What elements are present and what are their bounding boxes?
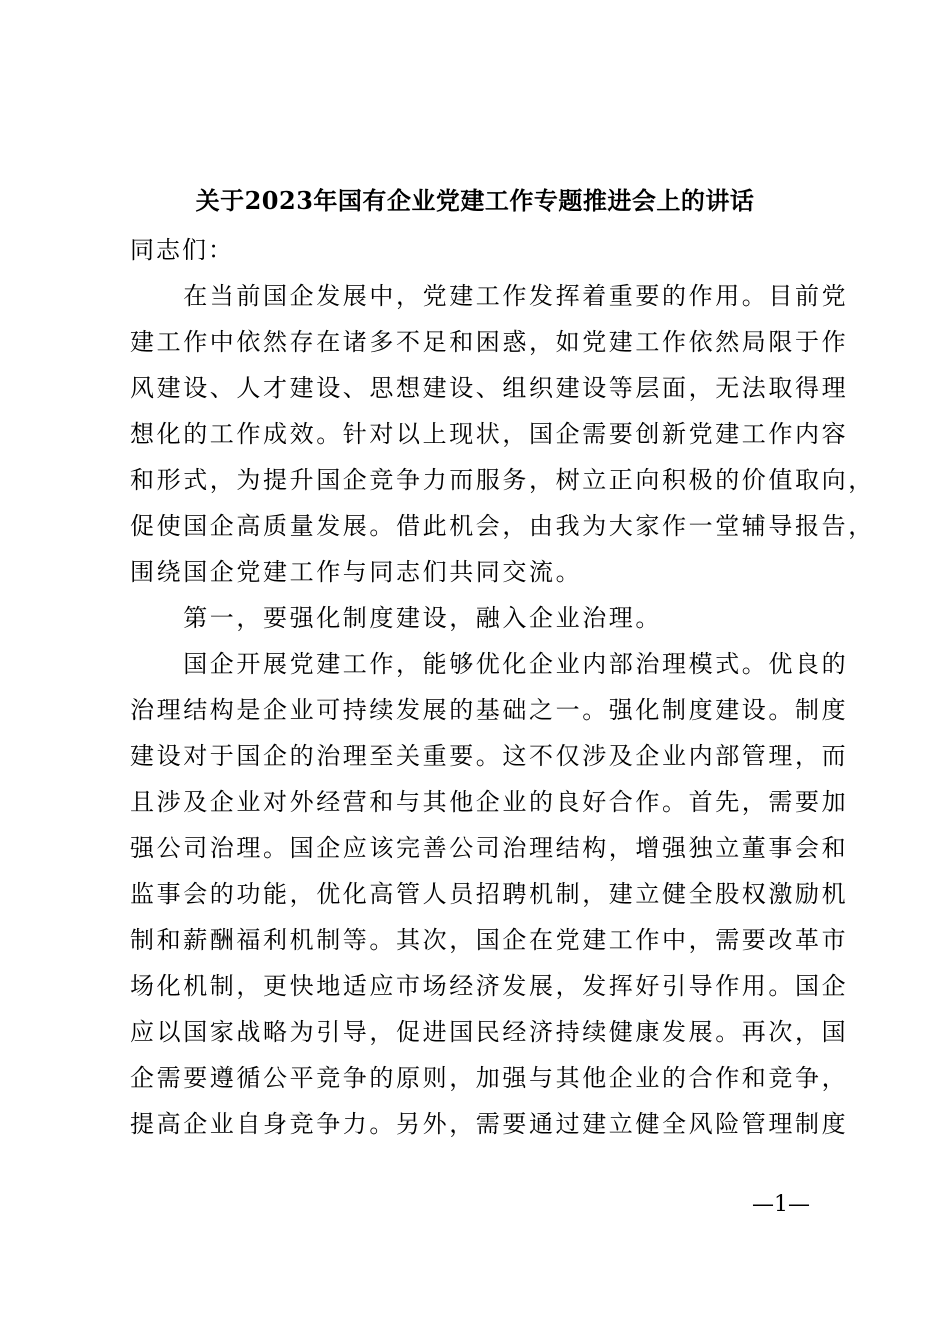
body-line: 应以国家战略为引导，促进国民经济持续健康发展。再次，国 [130,1018,849,1046]
body-line: 强公司治理。国企应该完善公司治理结构，增强独立董事会和 [130,834,849,862]
body-line: 和形式，为提升国企竞争力而服务，树立正向积极的价值取向， [130,466,875,494]
document-body [130,227,875,1147]
body-line: 在当前国企发展中，党建工作发挥着重要的作用。目前党 [130,282,849,310]
body-line: 促使国企高质量发展。借此机会，由我为大家作一堂辅导报告， [130,512,875,540]
body-line: 风建设、人才建设、思想建设、组织建设等层面，无法取得理 [130,374,849,402]
body-line: 且涉及企业对外经营和与其他企业的良好合作。首先，需要加 [130,788,849,816]
body-line: 建设对于国企的治理至关重要。这不仅涉及企业内部管理，而 [130,742,849,770]
section-heading: 第一，要强化制度建设，融入企业治理。 [130,604,662,632]
body-line: 企需要遵循公平竞争的原则，加强与其他企业的合作和竞争， [130,1064,849,1092]
salutation: 同志们： [130,236,234,264]
body-line: 监事会的功能，优化高管人员招聘机制，建立健全股权激励机 [130,880,849,908]
body-line: 国企开展党建工作，能够优化企业内部治理模式。优良的 [130,650,849,678]
body-line: 围绕国企党建工作与同志们共同交流。 [130,558,583,586]
body-line: 提高企业自身竞争力。另外，需要通过建立健全风险管理制度 [130,1110,849,1138]
body-line: 治理结构是企业可持续发展的基础之一。强化制度建设。制度 [130,696,849,724]
page-number: —1— [752,1192,810,1217]
body-line: 场化机制，更快地适应市场经济发展，发挥好引导作用。国企 [130,972,849,1000]
body-line: 想化的工作成效。针对以上现状，国企需要创新党建工作内容 [130,420,849,448]
document-title: 关于2023年国有企业党建工作专题推进会上的讲话 [195,186,755,215]
body-line: 制和薪酬福利机制等。其次，国企在党建工作中，需要改革市 [130,926,849,954]
body-line: 建工作中依然存在诸多不足和困惑，如党建工作依然局限于作 [130,328,849,356]
